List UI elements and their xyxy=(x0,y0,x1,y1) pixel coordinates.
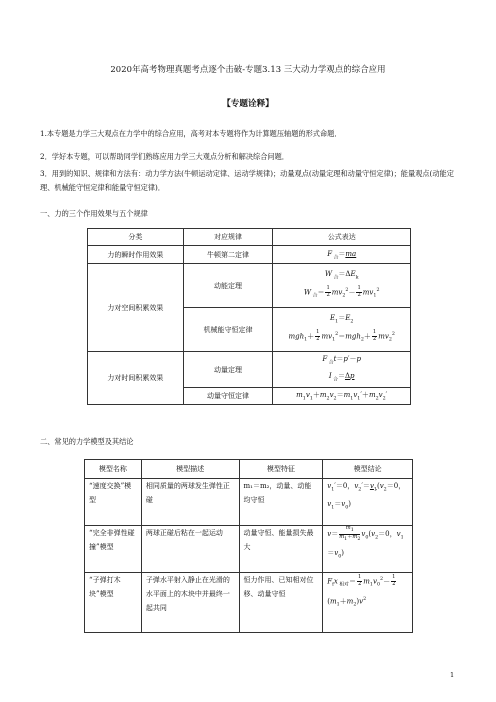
table-cell: 力对时间积累效果 xyxy=(88,352,184,405)
document-title: 2020年高考物理真题考点逐个击破-专题3.13 三大动力学观点的综合应用 xyxy=(110,64,386,74)
page-number: 1 xyxy=(450,671,455,679)
table-cell: “子弹打木块”模型 xyxy=(85,573,142,633)
section-heading-2: 二、常见的力学模型及其结论 xyxy=(40,437,134,446)
formula-cell: $E_1=E_2$ mgh$_1$＋ $\frac{1}{2}$ $mv_1^2=mgh_2+$ $\frac{1}{2}$ $mv_2^2$ xyxy=(273,308,411,352)
section-heading-explanation: 【专题诠释】 xyxy=(222,99,274,109)
table-cell: “完全非弹性碰撞”模型 xyxy=(85,526,142,573)
table-cell: 动量定理 xyxy=(183,352,273,388)
paragraph-1: 1.本专题是力学三大观点在力学中的综合应用，高考对本专题将作为计算题压轴题的形式命题． xyxy=(40,129,342,138)
table-cell: 恒力作用、已知相对位移、动量守恒 xyxy=(239,573,323,633)
table-header: 模型结论 xyxy=(323,460,413,479)
paragraph-2: 2．学好本专题，可以帮助同学们熟练应用力学三大观点分析和解决综合问题． xyxy=(40,152,289,161)
table-header: 模型特征 xyxy=(239,460,323,479)
formula-cell: F $_合$＝ma xyxy=(273,246,411,264)
formula-cell: v＝ $\frac{m_1}{m_1+m_2}$ $v_0(v_2=0$，$v_1=v_0$) xyxy=(323,526,413,573)
formula-cell: $v_1'=0$，$v_2'=v_1(v_2=0$，$v_1=v_0$) xyxy=(323,479,413,526)
table-header: 模型描述 xyxy=(141,460,239,479)
table-cell: 力对空间积累效果 xyxy=(88,264,184,352)
table-cell: 两球正碰后粘在一起运动 xyxy=(141,526,239,573)
table-cell: 机械能守恒定律 xyxy=(183,308,273,352)
table-cell: 相同质量的两球发生弹性正碰 xyxy=(141,479,239,526)
table-cell: 动量守恒定律 xyxy=(183,388,273,405)
formula-cell: $F_fx$ $_{相对}$＝ $\frac{1}{2}$ $m_1v_0^2-$ $\frac{1}{2}$ $(m_1+m_2)v^2$ xyxy=(323,573,413,633)
models-table xyxy=(84,459,413,633)
table-cell: 牛顿第二定律 xyxy=(183,246,273,264)
formula-cell: W $_合=\Delta E_k$ W $_合$＝ $\frac{1}{2}$ $mv_2^2-$ $\frac{1}{2}$ $mv_1^2$ xyxy=(273,264,411,308)
table-header: 模型名称 xyxy=(85,460,142,479)
formula-cell: F $_合$t＝p′－p I $_合$＝Δp xyxy=(273,352,411,388)
table-header: 对应规律 xyxy=(183,229,273,246)
table-header: 公式表达 xyxy=(273,229,411,246)
table-header: 分类 xyxy=(88,229,184,246)
table-cell: 动量守恒、能量损失最大 xyxy=(239,526,323,573)
section-heading-1: 一、力的三个作用效果与五个规律 xyxy=(40,209,148,218)
table-cell: 动能定理 xyxy=(183,264,273,308)
laws-table xyxy=(87,228,411,405)
table-cell: m₁＝m₂，动量、动能均守恒 xyxy=(239,479,323,526)
table-cell: “速度交换”模型 xyxy=(85,479,142,526)
table-cell: 力的瞬时作用效果 xyxy=(88,246,184,264)
formula-cell: $m_1v_1+m_2v_2=m_1v_1'+m_2v_2'$ xyxy=(273,388,411,405)
paragraph-3: 3．用到的知识、规律和方法有：动力学方法(牛顿运动定律、运动学规律)；动量观点(动量定理和动量守恒定律)；能量观点(动能定理、机械能守恒定律和能量守恒定律)． xyxy=(40,169,454,192)
table-cell: 子弹水平射入静止在光滑的水平面上的木块中并最终一起共同 xyxy=(141,573,239,633)
